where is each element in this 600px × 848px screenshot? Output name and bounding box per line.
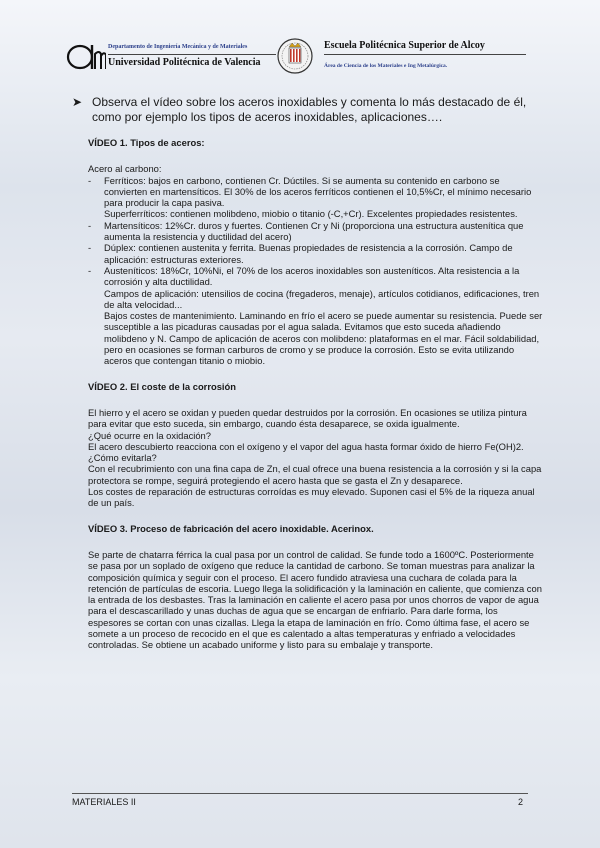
duplex-text: Dúplex: contienen austenita y ferrita. Buenas propiedades de resistencia a la corrosión. Campo de aplicación: estructuras exteriores. [104, 242, 513, 265]
department-name: Departamento de Ingeniería Mecánica y de Materiales [108, 44, 248, 50]
video3-paragraph: Se parte de chatarra férrica la cual pasa por un control de calidad. Se funde todo a 1600ºC. Posteriormente se pasa por un soplado de oxígeno que reduce la cantidad de carbono. Se toman muestras para analizar la composición química y seguir con el proceso. El acero fundido atraviesa una cuchara de colada para la retención de partículas de escoria. Luego llega la solidificación y la laminación en caliente, que comienza con la entrada de los desbastes. Tras la laminación en caliente el acero pasa por unos chorros de vapor de agua para el descascarillado y unas duchas de agua que se encargan de enfriarlo. Para darle forma, los espesores se cortan con unas cizallas. Llega la etapa de laminación en frío. Como última fase, el acero se somete a un proceso de recocido en el que es calentado a altas temperaturas y enfriado a velocidades controladas. Se obtiene un acabado uniforme y listo para su embalaje y transporte. [88, 548, 542, 651]
list-item: - Martensíticos: 12%Cr. duros y fuertes. Contienen Cr y Ni (proporciona una estructura austenítica que aumenta la resistencia y ductilidad del acero) [88, 219, 524, 243]
video2-paragraph-2: El acero descubierto reacciona con el oxígeno y el vapor del agua hasta formar óxido de hierro Fe(OH)2. [88, 440, 524, 452]
university-seal-icon [276, 36, 314, 76]
school-name: Escuela Politécnica Superior de Alcoy [324, 40, 485, 51]
video3-heading: VÍDEO 3. Proceso de fabricación del acero inoxidable. Acerinox. [88, 522, 374, 534]
martensiticos-text: Martensíticos: 12%Cr. duros y fuertes. Contienen Cr y Ni (proporciona una estructura austenítica que aumenta la resistencia y ductilidad del acero) [104, 219, 524, 243]
video2-question-1: ¿Qué ocurre en la oxidación? [88, 429, 211, 441]
campos-text: Campos de aplicación: utensilios de cocina (fregaderos, menaje), artículos cotidianos, edificaciones, tren de alta velocidad... [104, 287, 540, 310]
page-header [66, 36, 536, 76]
ferriticos-text: Ferríticos: bajos en carbono, contienen Cr. Dúctiles. Si se aumenta su contenido en carbono se convierten en martensíticos. El 30% de los aceros ferríticos contienen el 10,5%Cr, el mínimo necesario para producir la capa pasiva. [104, 174, 532, 209]
list-item: - Ferríticos: bajos en carbono, contienen Cr. Dúctiles. Si se aumenta su contenido en carbono se convierten en martensíticos. El 30% de los aceros ferríticos contienen el 10,5%Cr, el mínimo necesario para producir la capa pasiva. [88, 174, 532, 209]
video2-paragraph-1: El hierro y el acero se oxidan y pueden quedar destruidos por la corrosión. En ocasiones se utiliza pintura para evitar que esto suceda, sin embargo, cuando ésta desaparece, se oxida igualmente. [88, 406, 527, 430]
video1-heading: VÍDEO 1. Tipos de aceros: [88, 137, 205, 148]
footer-divider [72, 793, 528, 794]
costes-text: Bajos costes de mantenimiento. Laminando en frío el acero se puede aumentar su resistencia. Puede ser susceptible a las picaduras causadas por el agua salada. Evitamos que esto suceda añadiendo molibdeno y N. Campo de aplicación de aceros con molibdeno: plataformas en el mar. Fácil soldabilidad, pero en ocasiones se forman carburos de cromo y se produce la corrosión. Esto se evita utilizando aceros que contengan titanio o miobio. [104, 310, 543, 367]
video2-question-2: ¿Cómo evitarla? [88, 452, 157, 464]
arrow-bullet-icon: ➤ [72, 95, 83, 109]
intro-text: Observa el vídeo sobre los aceros inoxidables y comenta lo más destacado de él, como por ejemplo los tipos de aceros inoxidables, aplicaciones…. [92, 95, 527, 124]
austeniticos-text: Austeníticos: 18%Cr, 10%Ni, el 70% de los aceros inoxidables son austeníticos. Alta resistencia a la corrosión y alta ductilidad. [104, 264, 520, 288]
header-divider-right [324, 54, 526, 55]
list-item: - Dúplex: contienen austenita y ferrita. Buenas propiedades de resistencia a la corrosión. Campo de aplicación: estructuras exteriores. [88, 242, 513, 265]
intro-bullet [72, 95, 542, 125]
video2-paragraph-3: Con el recubrimiento con una fina capa de Zn, el cual ofrece una buena resistencia a la corrosión y si la capa protectora se rompe, seguirá protegiendo el acero hasta que se gasta el Zn y desaparece. [88, 463, 542, 486]
video2-paragraph-4: Los costes de reparación de estructuras corroídas es muy elevado. Suponen casi el 5% de la riqueza anual de un país. [88, 486, 535, 509]
video1-lead: Acero al carbono: [88, 163, 162, 175]
list-item: - Austeníticos: 18%Cr, 10%Ni, el 70% de los aceros inoxidables son austeníticos. Alta resistencia a la corrosión y alta ductilidad. [88, 264, 520, 288]
university-name: Universidad Politécnica de Valencia [108, 57, 261, 68]
document-body [88, 137, 543, 651]
area-name: Área de Ciencia de los Materiales e Ing Metalúrgica. [324, 63, 448, 69]
header-divider-left [108, 54, 276, 55]
dim-logo-icon [66, 42, 106, 70]
superferriticos-text: Superferríticos: contienen molibdeno, miobio o titanio (-C,+Cr). Excelentes propiedades resistentes. [104, 208, 518, 220]
page-number: 2 [518, 797, 524, 807]
footer-course: MATERIALES II [72, 797, 136, 807]
video2-heading: VÍDEO 2. El coste de la corrosión [88, 380, 236, 392]
